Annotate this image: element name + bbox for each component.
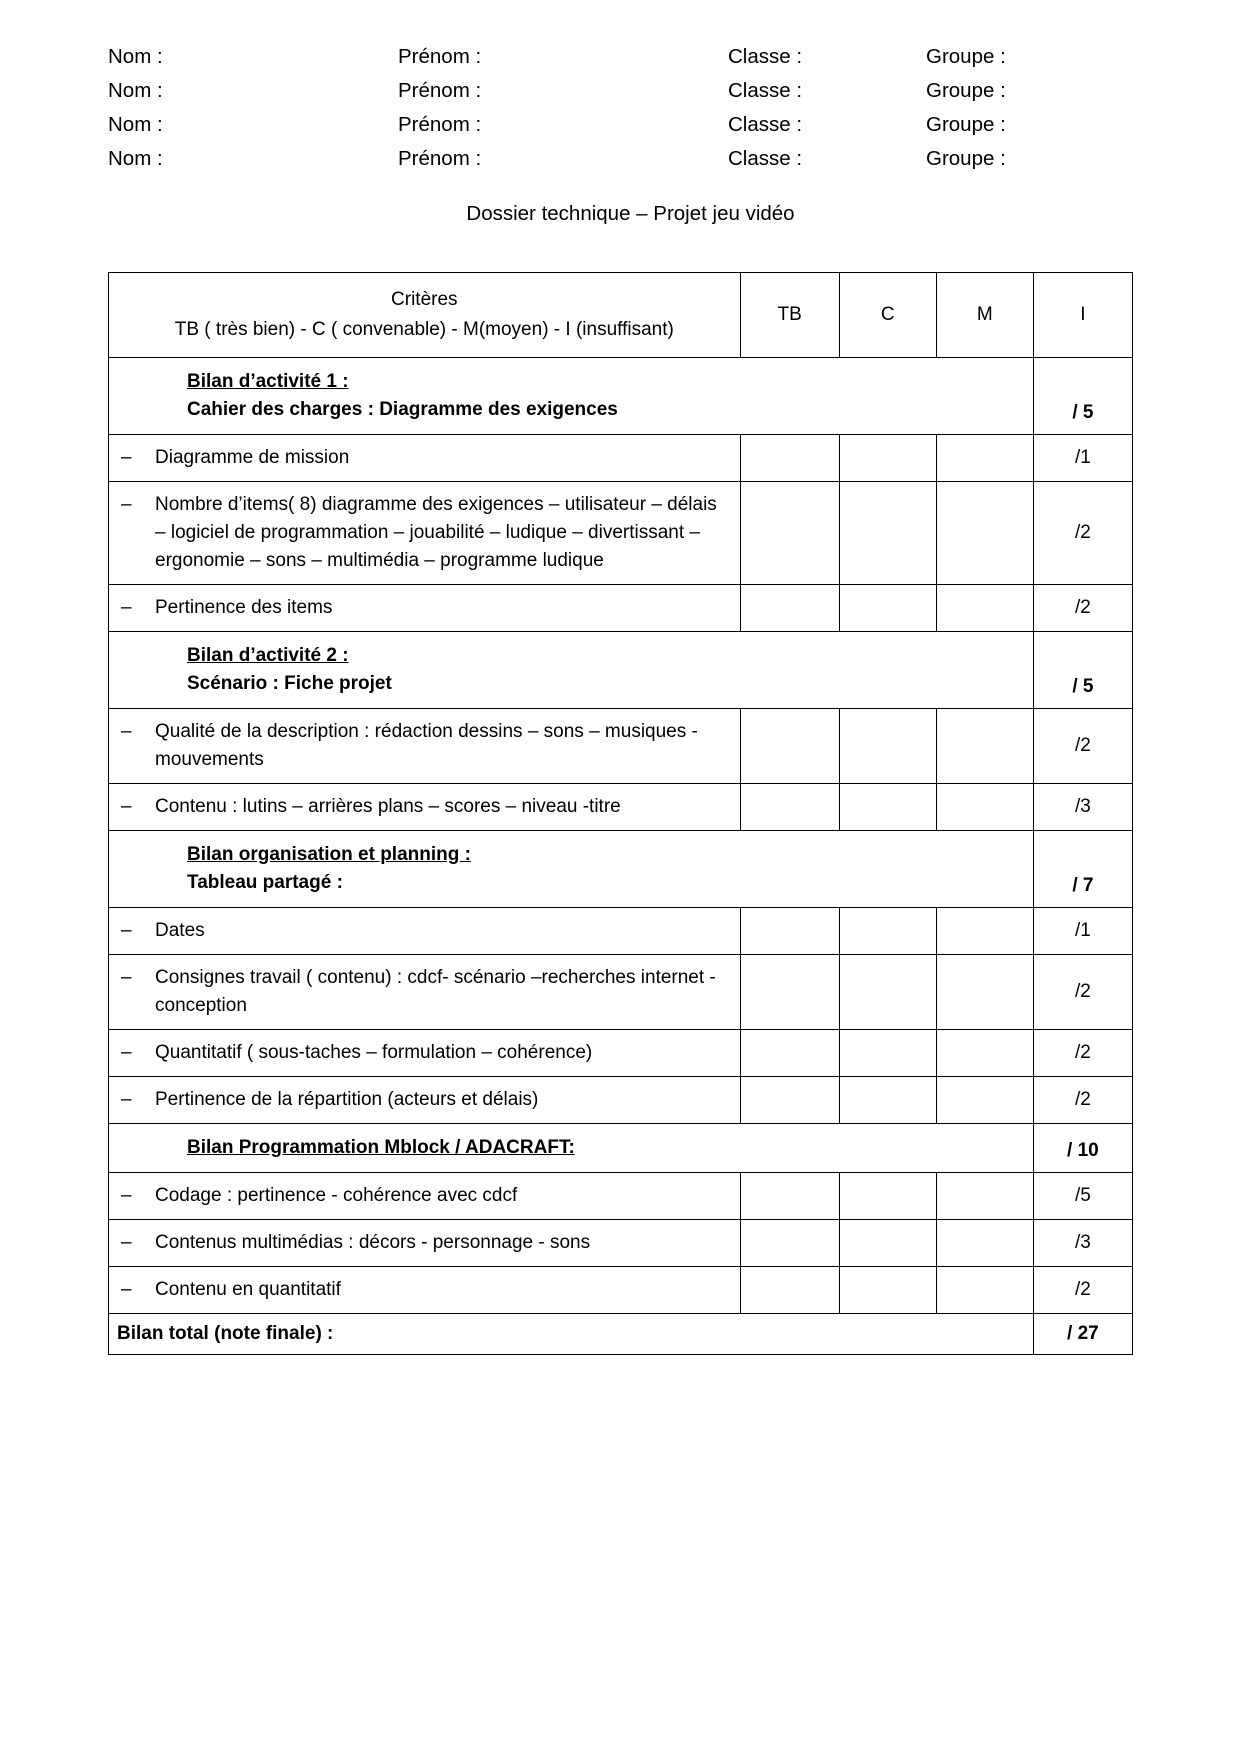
table-row (109, 435, 1133, 482)
identity-block (108, 40, 1133, 176)
mark-cell-tb[interactable] (740, 435, 839, 482)
mark-cell-c[interactable] (839, 955, 936, 1030)
table-row (109, 955, 1133, 1030)
mark-cell-m[interactable] (936, 1267, 1033, 1314)
bullet-dash: – (121, 796, 132, 817)
groupe-label: Groupe : (926, 113, 1006, 136)
section-heading-row (109, 632, 1133, 709)
criterion-score: /5 (1033, 1173, 1132, 1220)
bullet-dash: – (121, 721, 132, 742)
section-title-line2: Tableau partagé : (187, 872, 343, 893)
section-title-underlined: Bilan (187, 1137, 234, 1158)
total-row (109, 1314, 1133, 1355)
criterion-text: Pertinence de la répartition (acteurs et délais) (155, 1089, 539, 1110)
identity-row (108, 108, 1133, 142)
criterion-cell (109, 709, 741, 784)
mark-cell-m[interactable] (936, 482, 1033, 585)
criterion-score: /2 (1033, 1267, 1132, 1314)
criterion-score: /2 (1033, 482, 1132, 585)
section-title-line2: Scénario : Fiche projet (187, 673, 392, 694)
mark-cell-tb[interactable] (740, 908, 839, 955)
section-score: / 7 (1033, 831, 1132, 908)
mark-cell-tb[interactable] (740, 955, 839, 1030)
table-row (109, 585, 1133, 632)
prenom-label: Prénom : (398, 79, 482, 102)
total-score: / 27 (1033, 1314, 1132, 1355)
mark-cell-tb[interactable] (740, 709, 839, 784)
criterion-cell (109, 482, 741, 585)
criterion-cell (109, 435, 741, 482)
mark-cell-c[interactable] (839, 709, 936, 784)
section-title-cell (109, 632, 1034, 709)
criterion-score: /2 (1033, 709, 1132, 784)
section-heading-row (109, 358, 1133, 435)
criterion-text: Diagramme de mission (155, 447, 350, 468)
section-heading-row (109, 1124, 1133, 1173)
criteria-header-line1: Critères (391, 289, 458, 310)
classe-label: Classe : (728, 147, 803, 170)
criterion-score: /1 (1033, 435, 1132, 482)
identity-row (108, 142, 1133, 176)
header-tb: TB (740, 273, 839, 358)
criteria-header-cell (109, 273, 741, 358)
header-i: I (1033, 273, 1132, 358)
criterion-score: /2 (1033, 1077, 1132, 1124)
criterion-cell (109, 908, 741, 955)
classe-label: Classe : (728, 113, 803, 136)
criterion-text: Consignes travail ( contenu) : cdcf- scénario –recherches internet - conception (155, 967, 716, 1016)
criterion-cell (109, 784, 741, 831)
section-score: / 10 (1033, 1124, 1132, 1173)
criterion-cell (109, 1173, 741, 1220)
section-title-cell (109, 831, 1034, 908)
mark-cell-tb[interactable] (740, 784, 839, 831)
table-row (109, 1267, 1133, 1314)
section-score: / 5 (1033, 358, 1132, 435)
section-title-cell (109, 1124, 1034, 1173)
mark-cell-m[interactable] (936, 1173, 1033, 1220)
section-title-plain: Programmation Mblock / ADACRAFT: (233, 1137, 575, 1158)
prenom-label: Prénom : (398, 45, 482, 68)
criterion-score: /3 (1033, 1220, 1132, 1267)
section-title-line1: Bilan organisation et planning : (187, 844, 471, 865)
mark-cell-m[interactable] (936, 1030, 1033, 1077)
criterion-text: Quantitatif ( sous-taches – formulation – cohérence) (155, 1042, 593, 1063)
table-row (109, 1077, 1133, 1124)
bullet-dash: – (121, 1232, 132, 1253)
bullet-dash: – (121, 967, 132, 988)
prenom-label: Prénom : (398, 147, 482, 170)
classe-label: Classe : (728, 79, 803, 102)
header-c: C (839, 273, 936, 358)
classe-label: Classe : (728, 45, 803, 68)
criterion-score: /3 (1033, 784, 1132, 831)
mark-cell-c[interactable] (839, 482, 936, 585)
document-subtitle: Dossier technique – Projet jeu vidéo (466, 202, 795, 225)
criterion-text: Pertinence des items (155, 597, 333, 618)
criterion-cell (109, 955, 741, 1030)
prenom-label: Prénom : (398, 113, 482, 136)
mark-cell-tb[interactable] (740, 1220, 839, 1267)
table-row (109, 908, 1133, 955)
mark-cell-m[interactable] (936, 435, 1033, 482)
table-header-row (109, 273, 1133, 358)
mark-cell-m[interactable] (936, 709, 1033, 784)
criterion-cell (109, 585, 741, 632)
criterion-cell (109, 1077, 741, 1124)
mark-cell-c[interactable] (839, 1077, 936, 1124)
groupe-label: Groupe : (926, 147, 1006, 170)
criterion-text: Dates (155, 920, 205, 941)
criterion-text: Nombre d’items( 8) diagramme des exigences – utilisateur – délais – logiciel de programmation – jouabilité – ludique – divertissant – ergonomie – sons – multimédia – programme ludique (155, 494, 717, 571)
nom-label: Nom : (108, 45, 163, 68)
section-heading-row (109, 831, 1133, 908)
mark-cell-m[interactable] (936, 955, 1033, 1030)
nom-label: Nom : (108, 113, 163, 136)
criteria-header-line2: TB ( très bien) - C ( convenable) - M(moyen) - I (insuffisant) (174, 319, 674, 340)
criterion-cell (109, 1220, 741, 1267)
criterion-cell (109, 1030, 741, 1077)
mark-cell-m[interactable] (936, 784, 1033, 831)
nom-label: Nom : (108, 147, 163, 170)
identity-row (108, 40, 1133, 74)
total-label: Bilan total (note finale) : (109, 1314, 1034, 1355)
bullet-dash: – (121, 494, 132, 515)
mark-cell-tb[interactable] (740, 1030, 839, 1077)
table-row (109, 784, 1133, 831)
mark-cell-c[interactable] (839, 908, 936, 955)
criterion-text: Qualité de la description : rédaction dessins – sons – musiques - mouvements (155, 721, 698, 770)
section-score: / 5 (1033, 632, 1132, 709)
identity-row (108, 74, 1133, 108)
section-title-line1: Bilan d’activité 2 : (187, 645, 349, 666)
table-row (109, 1030, 1133, 1077)
mark-cell-m[interactable] (936, 585, 1033, 632)
section-title-cell (109, 358, 1034, 435)
mark-cell-tb[interactable] (740, 1077, 839, 1124)
mark-cell-m[interactable] (936, 1077, 1033, 1124)
mark-cell-c[interactable] (839, 585, 936, 632)
bullet-dash: – (121, 1279, 132, 1300)
table-row (109, 709, 1133, 784)
bullet-dash: – (121, 1042, 132, 1063)
bullet-dash: – (121, 597, 132, 618)
criterion-score: /1 (1033, 908, 1132, 955)
section-title-line1 (119, 1134, 1023, 1162)
mark-cell-c[interactable] (839, 1173, 936, 1220)
evaluation-table (108, 272, 1133, 1355)
mark-cell-c[interactable] (839, 784, 936, 831)
header-m: M (936, 273, 1033, 358)
mark-cell-m[interactable] (936, 1220, 1033, 1267)
mark-cell-c[interactable] (839, 1267, 936, 1314)
mark-cell-tb[interactable] (740, 1267, 839, 1314)
mark-cell-m[interactable] (936, 908, 1033, 955)
section-title-line1: Bilan d’activité 1 : (187, 371, 349, 392)
bullet-dash: – (121, 1089, 132, 1110)
groupe-label: Groupe : (926, 45, 1006, 68)
criterion-score: /2 (1033, 585, 1132, 632)
criterion-score: /2 (1033, 1030, 1132, 1077)
table-row (109, 1220, 1133, 1267)
criterion-text: Contenus multimédias : décors - personnage - sons (155, 1232, 591, 1253)
criterion-cell (109, 1267, 741, 1314)
table-row (109, 1173, 1133, 1220)
criterion-text: Contenu en quantitatif (155, 1279, 341, 1300)
bullet-dash: – (121, 1185, 132, 1206)
groupe-label: Groupe : (926, 79, 1006, 102)
criterion-text: Contenu : lutins – arrières plans – scores – niveau -titre (155, 796, 621, 817)
mark-cell-tb[interactable] (740, 585, 839, 632)
section-title-line2: Cahier des charges : Diagramme des exigences (187, 399, 618, 420)
mark-cell-tb[interactable] (740, 1173, 839, 1220)
nom-label: Nom : (108, 79, 163, 102)
mark-cell-c[interactable] (839, 1220, 936, 1267)
mark-cell-c[interactable] (839, 435, 936, 482)
criterion-text: Codage : pertinence - cohérence avec cdcf (155, 1185, 518, 1206)
mark-cell-tb[interactable] (740, 482, 839, 585)
mark-cell-c[interactable] (839, 1030, 936, 1077)
bullet-dash: – (121, 447, 132, 468)
table-row (109, 482, 1133, 585)
criterion-score: /2 (1033, 955, 1132, 1030)
bullet-dash: – (121, 920, 132, 941)
